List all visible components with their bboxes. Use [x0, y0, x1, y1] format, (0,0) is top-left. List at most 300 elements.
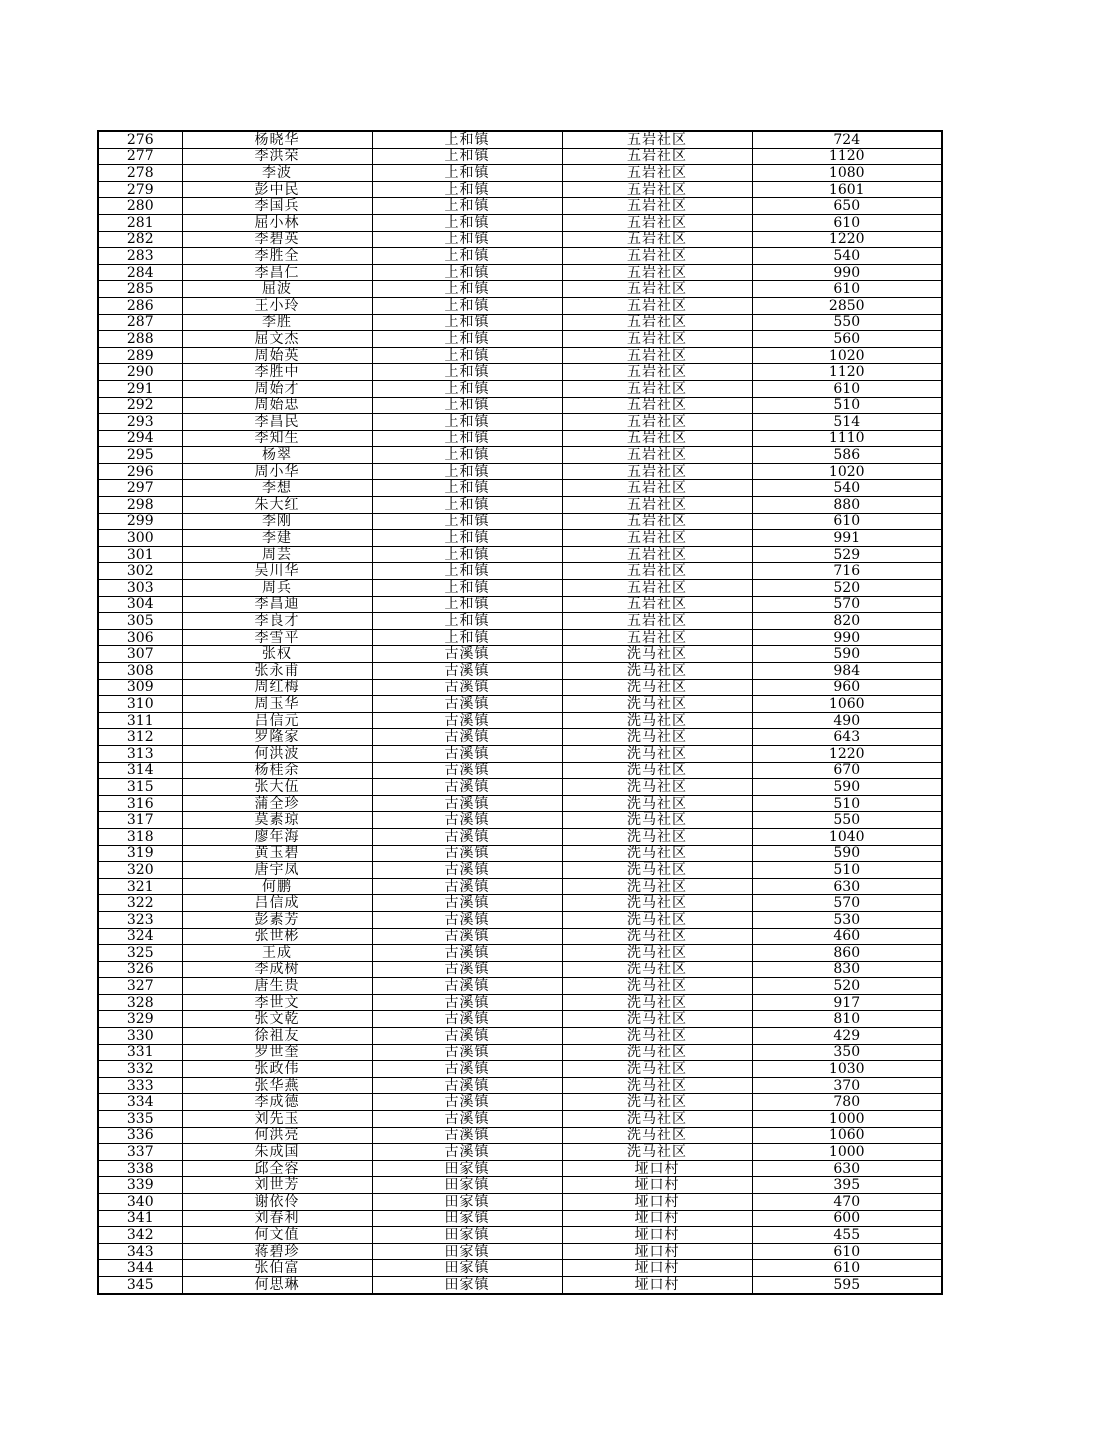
row-number: 278: [98, 165, 182, 182]
village-name: 垭口村: [562, 1160, 752, 1177]
row-number: 304: [98, 596, 182, 613]
town-name: 古溪镇: [372, 1011, 562, 1028]
row-number: 297: [98, 480, 182, 497]
row-number: 338: [98, 1160, 182, 1177]
table-row: [98, 430, 942, 447]
amount-value: 1020: [752, 463, 942, 480]
table-row: [98, 911, 942, 928]
person-name: 何洪波: [182, 745, 372, 762]
table-row: [98, 546, 942, 563]
row-number: 311: [98, 712, 182, 729]
amount-value: 540: [752, 248, 942, 265]
row-number: 276: [98, 131, 182, 148]
town-name: 田家镇: [372, 1243, 562, 1260]
row-number: 296: [98, 463, 182, 480]
village-name: 五岩社区: [562, 397, 752, 414]
row-number: 302: [98, 563, 182, 580]
row-number: 306: [98, 629, 182, 646]
person-name: 屈波: [182, 281, 372, 298]
village-name: 洗马社区: [562, 878, 752, 895]
village-name: 五岩社区: [562, 281, 752, 298]
town-name: 古溪镇: [372, 994, 562, 1011]
amount-value: 595: [752, 1276, 942, 1293]
town-name: 上和镇: [372, 198, 562, 215]
table-row: [98, 364, 942, 381]
amount-value: 610: [752, 513, 942, 530]
village-name: 五岩社区: [562, 596, 752, 613]
row-number: 319: [98, 845, 182, 862]
town-name: 上和镇: [372, 414, 562, 431]
town-name: 上和镇: [372, 447, 562, 464]
town-name: 上和镇: [372, 563, 562, 580]
village-name: 五岩社区: [562, 513, 752, 530]
amount-value: 350: [752, 1044, 942, 1061]
village-name: 五岩社区: [562, 546, 752, 563]
amount-value: 991: [752, 530, 942, 547]
amount-value: 370: [752, 1077, 942, 1094]
row-number: 299: [98, 513, 182, 530]
person-name: 李世文: [182, 994, 372, 1011]
row-number: 284: [98, 264, 182, 281]
person-name: 朱大红: [182, 497, 372, 514]
person-name: 蒋碧珍: [182, 1243, 372, 1260]
amount-value: 1120: [752, 148, 942, 165]
table-row: [98, 629, 942, 646]
village-name: 洗马社区: [562, 978, 752, 995]
amount-value: 780: [752, 1094, 942, 1111]
person-name: 邱全容: [182, 1160, 372, 1177]
person-name: 唐宇凤: [182, 862, 372, 879]
town-name: 田家镇: [372, 1194, 562, 1211]
table-row: [98, 131, 942, 148]
row-number: 332: [98, 1061, 182, 1078]
row-number: 280: [98, 198, 182, 215]
row-number: 324: [98, 928, 182, 945]
town-name: 上和镇: [372, 248, 562, 265]
amount-value: 510: [752, 397, 942, 414]
person-name: 杨桂余: [182, 762, 372, 779]
amount-value: 716: [752, 563, 942, 580]
amount-value: 630: [752, 1160, 942, 1177]
person-name: 李胜全: [182, 248, 372, 265]
amount-value: 610: [752, 214, 942, 231]
row-number: 321: [98, 878, 182, 895]
table-row: [98, 1061, 942, 1078]
table-row: [98, 1127, 942, 1144]
village-name: 五岩社区: [562, 297, 752, 314]
village-name: 洗马社区: [562, 812, 752, 829]
town-name: 上和镇: [372, 364, 562, 381]
person-name: 彭中民: [182, 181, 372, 198]
amount-value: 820: [752, 613, 942, 630]
person-name: 周始才: [182, 380, 372, 397]
village-name: 五岩社区: [562, 530, 752, 547]
town-name: 古溪镇: [372, 646, 562, 663]
amount-value: 395: [752, 1177, 942, 1194]
table-row: [98, 1144, 942, 1161]
person-name: 李胜: [182, 314, 372, 331]
table-row: [98, 878, 942, 895]
town-name: 上和镇: [372, 596, 562, 613]
town-name: 上和镇: [372, 165, 562, 182]
village-name: 五岩社区: [562, 181, 752, 198]
table-row: [98, 198, 942, 215]
row-number: 327: [98, 978, 182, 995]
amount-value: 990: [752, 629, 942, 646]
town-name: 古溪镇: [372, 696, 562, 713]
person-name: 李胜中: [182, 364, 372, 381]
row-number: 312: [98, 729, 182, 746]
person-name: 何思琳: [182, 1276, 372, 1293]
village-name: 洗马社区: [562, 1094, 752, 1111]
row-number: 317: [98, 812, 182, 829]
person-name: 李想: [182, 480, 372, 497]
person-name: 周始英: [182, 347, 372, 364]
row-number: 286: [98, 297, 182, 314]
village-name: 洗马社区: [562, 679, 752, 696]
person-name: 李建: [182, 530, 372, 547]
village-name: 五岩社区: [562, 430, 752, 447]
table-row: [98, 779, 942, 796]
amount-value: 1020: [752, 347, 942, 364]
village-name: 五岩社区: [562, 497, 752, 514]
town-name: 古溪镇: [372, 911, 562, 928]
row-number: 301: [98, 546, 182, 563]
row-number: 320: [98, 862, 182, 879]
village-name: 五岩社区: [562, 347, 752, 364]
amount-value: 590: [752, 845, 942, 862]
village-name: 垭口村: [562, 1177, 752, 1194]
village-name: 洗马社区: [562, 994, 752, 1011]
person-name: 吕信成: [182, 895, 372, 912]
row-number: 329: [98, 1011, 182, 1028]
town-name: 上和镇: [372, 231, 562, 248]
table-row: [98, 1011, 942, 1028]
amount-value: 490: [752, 712, 942, 729]
person-name: 李昌迪: [182, 596, 372, 613]
person-name: 屈小林: [182, 214, 372, 231]
village-name: 五岩社区: [562, 613, 752, 630]
person-name: 李碧英: [182, 231, 372, 248]
town-name: 上和镇: [372, 281, 562, 298]
amount-value: 529: [752, 546, 942, 563]
village-name: 洗马社区: [562, 745, 752, 762]
person-name: 王小玲: [182, 297, 372, 314]
person-name: 黄玉碧: [182, 845, 372, 862]
town-name: 古溪镇: [372, 878, 562, 895]
town-name: 古溪镇: [372, 828, 562, 845]
amount-value: 984: [752, 663, 942, 680]
village-name: 洗马社区: [562, 762, 752, 779]
table-row: [98, 745, 942, 762]
table-row: [98, 331, 942, 348]
person-name: 莫素琼: [182, 812, 372, 829]
amount-value: 1060: [752, 1127, 942, 1144]
village-name: 垭口村: [562, 1243, 752, 1260]
table-row: [98, 1028, 942, 1045]
village-name: 洗马社区: [562, 1044, 752, 1061]
table-row: [98, 928, 942, 945]
person-name: 李波: [182, 165, 372, 182]
amount-value: 510: [752, 795, 942, 812]
row-number: 341: [98, 1210, 182, 1227]
row-number: 337: [98, 1144, 182, 1161]
person-name: 唐生贵: [182, 978, 372, 995]
table-row: [98, 297, 942, 314]
table-row: [98, 646, 942, 663]
village-name: 洗马社区: [562, 845, 752, 862]
row-number: 281: [98, 214, 182, 231]
village-name: 洗马社区: [562, 945, 752, 962]
town-name: 古溪镇: [372, 795, 562, 812]
table-row: [98, 1194, 942, 1211]
table-row: [98, 729, 942, 746]
row-number: 325: [98, 945, 182, 962]
amount-value: 530: [752, 911, 942, 928]
town-name: 上和镇: [372, 546, 562, 563]
amount-value: 643: [752, 729, 942, 746]
table-row: [98, 447, 942, 464]
person-name: 李昌民: [182, 414, 372, 431]
row-number: 342: [98, 1227, 182, 1244]
town-name: 上和镇: [372, 397, 562, 414]
table-row: [98, 679, 942, 696]
row-number: 340: [98, 1194, 182, 1211]
town-name: 上和镇: [372, 347, 562, 364]
row-number: 334: [98, 1094, 182, 1111]
amount-value: 670: [752, 762, 942, 779]
table-row: [98, 1210, 942, 1227]
amount-value: 610: [752, 281, 942, 298]
village-name: 洗马社区: [562, 712, 752, 729]
row-number: 292: [98, 397, 182, 414]
row-number: 331: [98, 1044, 182, 1061]
town-name: 古溪镇: [372, 1144, 562, 1161]
table-body: [98, 131, 942, 1294]
town-name: 上和镇: [372, 380, 562, 397]
row-number: 298: [98, 497, 182, 514]
town-name: 古溪镇: [372, 1077, 562, 1094]
row-number: 303: [98, 580, 182, 597]
table-row: [98, 1160, 942, 1177]
row-number: 330: [98, 1028, 182, 1045]
person-name: 张伯富: [182, 1260, 372, 1277]
town-name: 上和镇: [372, 430, 562, 447]
village-name: 洗马社区: [562, 1127, 752, 1144]
town-name: 古溪镇: [372, 845, 562, 862]
table-row: [98, 248, 942, 265]
table-row: [98, 1077, 942, 1094]
row-number: 318: [98, 828, 182, 845]
village-name: 洗马社区: [562, 795, 752, 812]
person-name: 李知生: [182, 430, 372, 447]
town-name: 古溪镇: [372, 712, 562, 729]
table-row: [98, 828, 942, 845]
village-name: 洗马社区: [562, 779, 752, 796]
town-name: 上和镇: [372, 613, 562, 630]
town-name: 古溪镇: [372, 895, 562, 912]
row-number: 285: [98, 281, 182, 298]
village-name: 五岩社区: [562, 264, 752, 281]
row-number: 328: [98, 994, 182, 1011]
data-table: [97, 130, 943, 1295]
table-row: [98, 181, 942, 198]
table-row: [98, 414, 942, 431]
town-name: 田家镇: [372, 1210, 562, 1227]
row-number: 288: [98, 331, 182, 348]
table-row: [98, 281, 942, 298]
amount-value: 610: [752, 380, 942, 397]
town-name: 古溪镇: [372, 679, 562, 696]
row-number: 336: [98, 1127, 182, 1144]
person-name: 张世彬: [182, 928, 372, 945]
town-name: 上和镇: [372, 214, 562, 231]
table-row: [98, 1276, 942, 1293]
village-name: 五岩社区: [562, 165, 752, 182]
person-name: 屈文杰: [182, 331, 372, 348]
table-row: [98, 978, 942, 995]
row-number: 294: [98, 430, 182, 447]
amount-value: 1040: [752, 828, 942, 845]
village-name: 洗马社区: [562, 729, 752, 746]
table-row: [98, 596, 942, 613]
village-name: 垭口村: [562, 1194, 752, 1211]
village-name: 垭口村: [562, 1276, 752, 1293]
amount-value: 830: [752, 961, 942, 978]
town-name: 古溪镇: [372, 663, 562, 680]
row-number: 290: [98, 364, 182, 381]
town-name: 古溪镇: [372, 862, 562, 879]
table-row: [98, 1227, 942, 1244]
row-number: 300: [98, 530, 182, 547]
village-name: 洗马社区: [562, 646, 752, 663]
town-name: 田家镇: [372, 1177, 562, 1194]
amount-value: 514: [752, 414, 942, 431]
row-number: 326: [98, 961, 182, 978]
town-name: 上和镇: [372, 264, 562, 281]
table-row: [98, 165, 942, 182]
person-name: 罗隆家: [182, 729, 372, 746]
amount-value: 550: [752, 314, 942, 331]
town-name: 古溪镇: [372, 945, 562, 962]
amount-value: 600: [752, 1210, 942, 1227]
town-name: 上和镇: [372, 513, 562, 530]
village-name: 洗马社区: [562, 663, 752, 680]
town-name: 上和镇: [372, 530, 562, 547]
table-row: [98, 1260, 942, 1277]
town-name: 古溪镇: [372, 1044, 562, 1061]
amount-value: 429: [752, 1028, 942, 1045]
town-name: 上和镇: [372, 629, 562, 646]
town-name: 古溪镇: [372, 779, 562, 796]
village-name: 洗马社区: [562, 928, 752, 945]
amount-value: 570: [752, 596, 942, 613]
village-name: 五岩社区: [562, 480, 752, 497]
amount-value: 880: [752, 497, 942, 514]
village-name: 垭口村: [562, 1227, 752, 1244]
row-number: 314: [98, 762, 182, 779]
amount-value: 610: [752, 1260, 942, 1277]
row-number: 313: [98, 745, 182, 762]
person-name: 周始忠: [182, 397, 372, 414]
person-name: 谢依伶: [182, 1194, 372, 1211]
village-name: 洗马社区: [562, 1028, 752, 1045]
row-number: 333: [98, 1077, 182, 1094]
person-name: 刘先玉: [182, 1111, 372, 1128]
table-row: [98, 148, 942, 165]
person-name: 彭素芳: [182, 911, 372, 928]
table-row: [98, 663, 942, 680]
town-name: 古溪镇: [372, 961, 562, 978]
person-name: 张政伟: [182, 1061, 372, 1078]
table-row: [98, 1111, 942, 1128]
person-name: 何洪亮: [182, 1127, 372, 1144]
person-name: 廖年海: [182, 828, 372, 845]
village-name: 洗马社区: [562, 895, 752, 912]
village-name: 五岩社区: [562, 447, 752, 464]
amount-value: 960: [752, 679, 942, 696]
town-name: 上和镇: [372, 131, 562, 148]
person-name: 周兵: [182, 580, 372, 597]
amount-value: 455: [752, 1227, 942, 1244]
town-name: 田家镇: [372, 1160, 562, 1177]
town-name: 上和镇: [372, 480, 562, 497]
row-number: 343: [98, 1243, 182, 1260]
village-name: 五岩社区: [562, 331, 752, 348]
amount-value: 1000: [752, 1111, 942, 1128]
amount-value: 860: [752, 945, 942, 962]
amount-value: 540: [752, 480, 942, 497]
row-number: 293: [98, 414, 182, 431]
row-number: 323: [98, 911, 182, 928]
row-number: 309: [98, 679, 182, 696]
person-name: 周玉华: [182, 696, 372, 713]
village-name: 五岩社区: [562, 214, 752, 231]
table-row: [98, 712, 942, 729]
table-row: [98, 480, 942, 497]
town-name: 上和镇: [372, 497, 562, 514]
row-number: 344: [98, 1260, 182, 1277]
row-number: 308: [98, 663, 182, 680]
row-number: 316: [98, 795, 182, 812]
village-name: 洗马社区: [562, 696, 752, 713]
town-name: 古溪镇: [372, 978, 562, 995]
amount-value: 470: [752, 1194, 942, 1211]
table-row: [98, 214, 942, 231]
person-name: 何文值: [182, 1227, 372, 1244]
village-name: 五岩社区: [562, 580, 752, 597]
person-name: 李雪平: [182, 629, 372, 646]
table-row: [98, 513, 942, 530]
village-name: 五岩社区: [562, 629, 752, 646]
table-row: [98, 264, 942, 281]
person-name: 李洪荣: [182, 148, 372, 165]
village-name: 五岩社区: [562, 414, 752, 431]
person-name: 徐祖友: [182, 1028, 372, 1045]
row-number: 305: [98, 613, 182, 630]
village-name: 五岩社区: [562, 148, 752, 165]
row-number: 315: [98, 779, 182, 796]
town-name: 古溪镇: [372, 928, 562, 945]
person-name: 李昌仁: [182, 264, 372, 281]
village-name: 洗马社区: [562, 1011, 752, 1028]
table-row: [98, 563, 942, 580]
row-number: 345: [98, 1276, 182, 1293]
town-name: 上和镇: [372, 314, 562, 331]
person-name: 张永甫: [182, 663, 372, 680]
amount-value: 1601: [752, 181, 942, 198]
table-row: [98, 530, 942, 547]
